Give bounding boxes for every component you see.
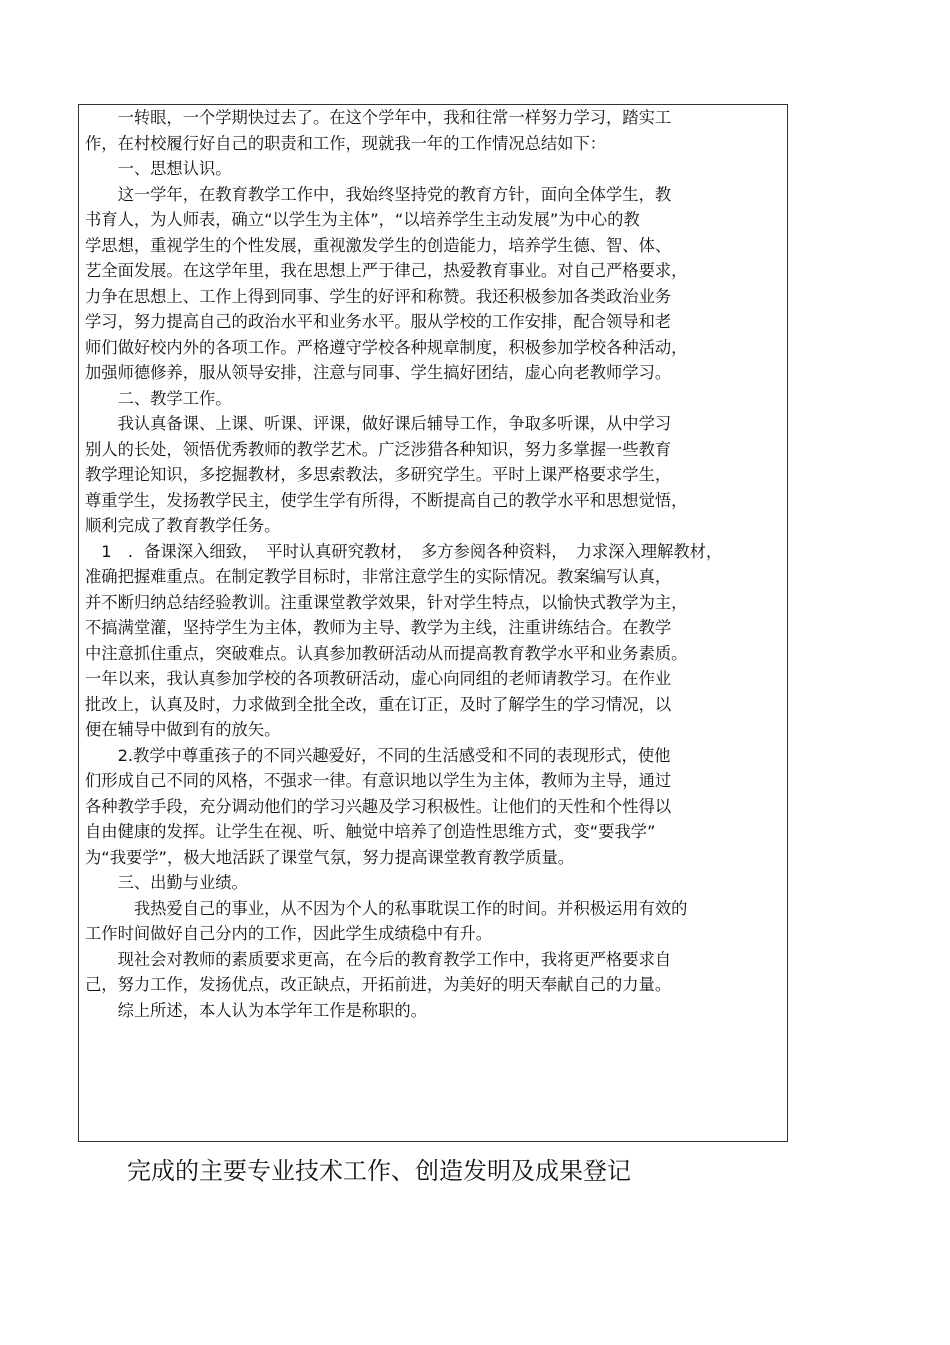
paragraph-line: 并不断归纳总结经验教训。注重课堂教学效果，针对学生特点，以愉快式教学为主， bbox=[85, 592, 688, 612]
paragraph-line: 1 ．备课深入细致， 平时认真研究教材， 多方参阅各种资料， 力求深入理解教材， bbox=[85, 541, 723, 561]
paragraph-line: 书育人，为人师表，确立“以学生为主体”，“以培养学生主动发展”为中心的教 bbox=[85, 210, 640, 229]
paragraph-line: 作，在村校履行好自己的职责和工作，现就我一年的工作情况总结如下： bbox=[85, 133, 607, 153]
paragraph-line: 尊重学生，发扬教学民主，使学生学有所得，不断提高自己的教学水平和思想觉悟， bbox=[85, 490, 688, 510]
paragraph-line: 们形成自己不同的风格，不强求一律。有意识地以学生为主体，教师为主导，通过 bbox=[85, 771, 672, 790]
paragraph-line: 综上所述，本人认为本学年工作是称职的。 bbox=[85, 1000, 427, 1020]
paragraph-line: 2.教学中尊重孩子的不同兴趣爱好，不同的生活感受和不同的表现形式，使他 bbox=[85, 745, 671, 765]
paragraph-line: 工作时间做好自己分内的工作，因此学生成绩稳中有升。 bbox=[85, 924, 493, 943]
paragraph-line: 不搞满堂灌，坚持学生为主体，教师为主导、教学为主线，注重讲练结合。在教学 bbox=[85, 618, 672, 637]
paragraph-line: 师们做好校内外的各项工作。严格遵守学校各种规章制度，积极参加学校各种活动， bbox=[85, 337, 688, 357]
paragraph-line: 力争在思想上、工作上得到同事、学生的好评和称赞。我还积极参加各类政治业务 bbox=[85, 286, 672, 306]
paragraph-line: 二、教学工作。 bbox=[85, 388, 232, 408]
paragraph-line: 教学理论知识，多挖掘教材，多思索教法，多研究学生。平时上课严格要求学生， bbox=[85, 465, 672, 484]
paragraph-line: 学习，努力提高自己的政治水平和业务水平。服从学校的工作安排，配合领导和老 bbox=[85, 312, 672, 331]
paragraph-line: 顺利完成了教育教学任务。 bbox=[85, 516, 281, 535]
paragraph-line: 准确把握难重点。在制定教学目标时，非常注意学生的实际情况。教案编写认真， bbox=[85, 567, 672, 586]
paragraph-line: 一转眼，一个学期快过去了。在这个学年中，我和往常一样努力学习，踏实工 bbox=[85, 108, 672, 127]
paragraph-line: 艺全面发展。在这学年里，我在思想上严于律己，热爱教育事业。对自己严格要求， bbox=[85, 261, 688, 280]
paragraph-line: 各种教学手段，充分调动他们的学习兴趣及学习积极性。让他们的天性和个性得以 bbox=[85, 796, 672, 816]
paragraph-line: 便在辅导中做到有的放矢。 bbox=[85, 720, 281, 739]
paragraph-line: 现社会对教师的素质要求更高，在今后的教育教学工作中，我将更严格要求自 bbox=[85, 949, 672, 969]
paragraph-line: 别人的长处，领悟优秀教师的教学艺术。广泛涉猎各种知识，努力多掌握一些教育 bbox=[85, 439, 672, 459]
paragraph-line: 己，努力工作，发扬优点，改正缺点，开拓前进，为美好的明天奉献自己的力量。 bbox=[85, 975, 672, 994]
paragraph-line: 中注意抓住重点，突破难点。认真参加教研活动从而提高教育教学水平和业务素质。 bbox=[85, 643, 688, 663]
summary-text-block bbox=[85, 105, 781, 1023]
paragraph-line: 这一学年，在教育教学工作中，我始终坚持党的教育方针，面向全体学生，教 bbox=[85, 184, 672, 204]
paragraph-line: 为“我要学”，极大地活跃了课堂气氛，努力提高课堂教育教学质量。 bbox=[85, 847, 575, 867]
paragraph-line: 我热爱自己的事业，从不因为个人的私事耽误工作的时间。并积极运用有效的 bbox=[85, 898, 688, 918]
summary-table-cell bbox=[78, 104, 788, 1142]
paragraph-line: 自由健康的发挥。让学生在视、听、触觉中培养了创造性思维方式，变“要我学” bbox=[85, 822, 656, 841]
section-heading: 完成的主要专业技术工作、创造发明及成果登记 bbox=[127, 1157, 631, 1185]
paragraph-line: 一年以来，我认真参加学校的各项教研活动，虚心向同组的老师请教学习。在作业 bbox=[85, 669, 672, 688]
paragraph-line: 一、思想认识。 bbox=[85, 159, 232, 178]
paragraph-line: 我认真备课、上课、听课、评课，做好课后辅导工作，争取多听课，从中学习 bbox=[85, 414, 672, 433]
paragraph-line: 三、出勤与业绩。 bbox=[85, 873, 248, 892]
paragraph-line: 加强师德修养，服从领导安排，注意与同事、学生搞好团结，虚心向老教师学习。 bbox=[85, 363, 672, 382]
paragraph-line: 学思想，重视学生的个性发展，重视激发学生的创造能力，培养学生德、智、体、 bbox=[85, 235, 672, 255]
paragraph-line: 批改上，认真及时，力求做到全批全改，重在订正，及时了解学生的学习情况，以 bbox=[85, 694, 672, 714]
